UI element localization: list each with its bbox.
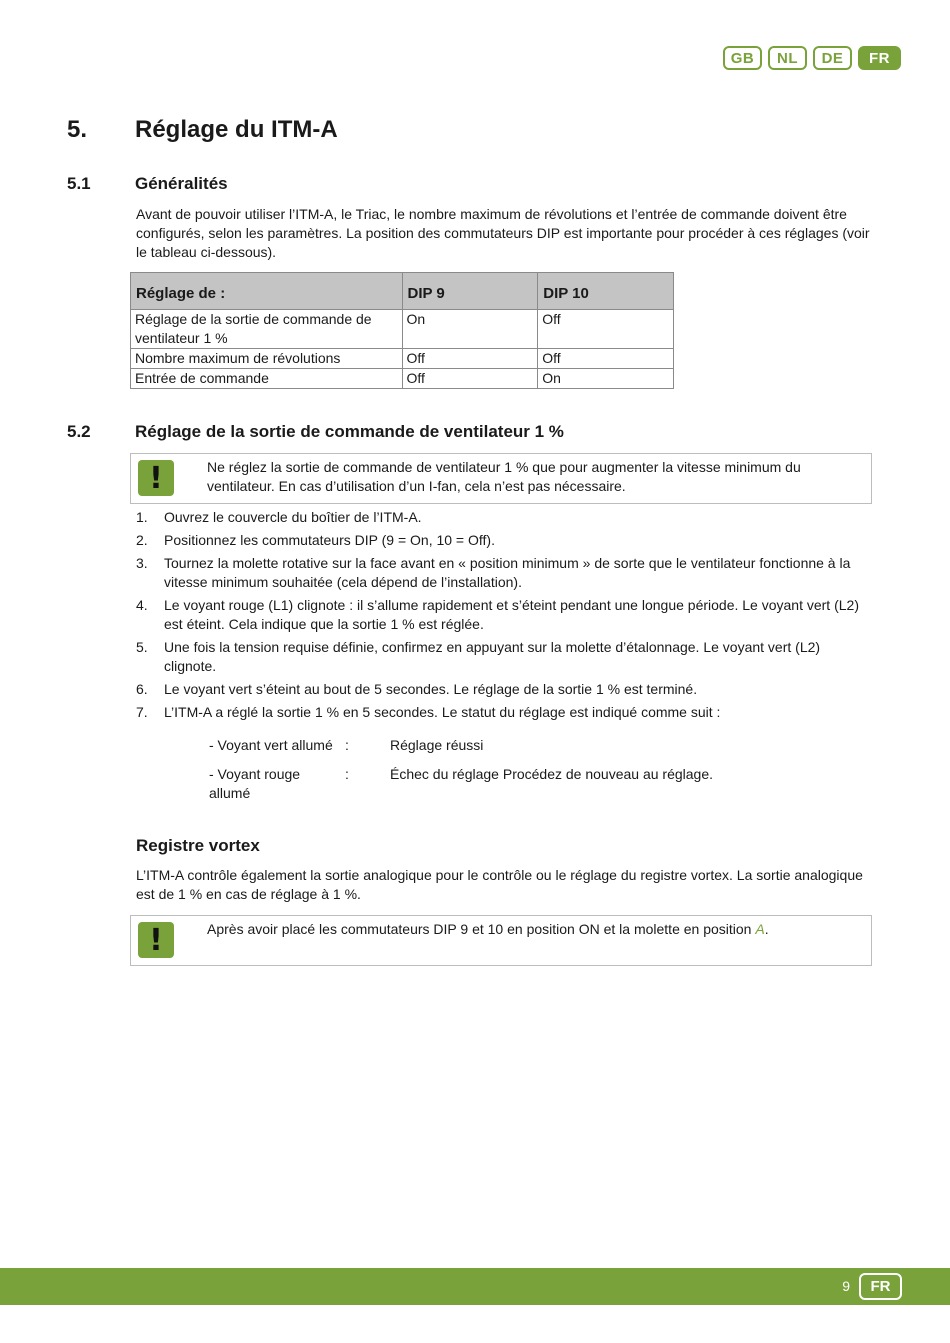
section-title: Réglage du ITM-A [135,116,338,143]
table-cell: Entrée de commande [131,369,403,389]
warning-note [130,453,872,504]
vortex-note-text [207,920,857,939]
list-item [136,703,876,722]
section-number: 5. [67,116,88,143]
table-row [131,310,674,349]
status-separator: : [345,766,349,782]
footer-lang-badge: FR [859,1273,902,1300]
subsection-number: 5.2 [67,422,91,441]
table-cell: On [402,310,538,349]
table-header-cell: Réglage de : [131,273,403,310]
subsection-title: Généralités [135,174,228,193]
exclamation-icon: ! [138,460,174,496]
table-header-cell: DIP 9 [402,273,538,310]
language-tabs [723,46,901,70]
note-prefix: Après avoir placé les commutateurs DIP 9 et 10 en position ON et la molette en position [207,921,756,937]
subsection-heading-fan-output [67,422,564,442]
list-item [136,680,876,699]
list-item [136,596,876,634]
note-suffix: . [764,921,769,937]
status-state: - Voyant rouge allumé [209,766,301,801]
footer-bar [0,1268,950,1305]
subsection-number: 5.1 [67,174,91,193]
table-header-cell: DIP 10 [538,273,674,310]
status-result: Réglage réussi [390,737,484,753]
table-cell: Off [402,369,538,389]
status-result: Échec du réglage Procédez de nouveau au réglage. [390,766,714,782]
step-text: L’ITM-A a réglé la sortie 1 % en 5 secondes. Le statut du réglage est indiqué comme suit : [164,704,721,720]
warning-text: Ne réglez la sortie de commande de ventilateur 1 % que pour augmenter la vitesse minimum du ventilateur. En cas d’utilisation d’un I-fan, cela n’est pas nécessaire. [207,459,801,494]
section-heading [67,116,338,144]
steps-list [136,508,876,726]
lang-tab-fr[interactable]: FR [858,46,901,70]
table-row [131,349,674,369]
intro-paragraph: Avant de pouvoir utiliser l’ITM-A, le Triac, le nombre maximum de révolutions et l’entrée de commande doivent être configurés, selon les paramètres. La position des commutateurs DIP est importante pour procéder à ces réglages (voir le tableau ci-dessous). [136,206,870,260]
subsection-title: Réglage de la sortie de commande de ventilateur 1 % [135,422,564,441]
step-number: 1. [136,509,148,525]
step-number: 3. [136,555,148,571]
step-number: 5. [136,639,148,655]
list-item [136,508,876,527]
table-cell: Off [538,349,674,369]
vortex-heading: Registre vortex [136,836,260,855]
lang-tab-gb[interactable]: GB [723,46,762,70]
table-cell: Off [538,310,674,349]
exclamation-icon: ! [138,922,174,958]
list-item [136,531,876,550]
status-separator: : [345,737,349,753]
status-state: - Voyant vert allumé [209,737,333,753]
table-row [131,369,674,389]
step-number: 7. [136,704,148,720]
step-number: 6. [136,681,148,697]
page-number: 9 [842,1278,850,1294]
step-number: 4. [136,597,148,613]
step-text: Positionnez les commutateurs DIP (9 = On, 10 = Off). [164,532,495,548]
list-item [136,638,876,676]
subsection-heading-generalites [67,174,228,194]
vortex-paragraph: L’ITM-A contrôle également la sortie analogique pour le contrôle ou le réglage du registre vortex. La sortie analogique est de 1 % en cas de réglage à 1 %. [136,867,863,902]
vortex-note [130,915,872,966]
lang-tab-nl[interactable]: NL [768,46,807,70]
table-cell: On [538,369,674,389]
step-text: Une fois la tension requise définie, confirmez en appuyant sur la molette d’étalonnage. Le voyant vert (L2) clignote. [164,639,821,674]
note-accent: A [755,921,765,937]
list-item [136,554,876,592]
table-cell: Réglage de la sortie de commande de ventilateur 1 % [131,310,403,349]
step-number: 2. [136,532,148,548]
table-cell: Nombre maximum de révolutions [131,349,403,369]
lang-tab-de[interactable]: DE [813,46,852,70]
dip-settings-table [130,272,674,389]
step-text: Le voyant rouge (L1) clignote : il s’allume rapidement et s’éteint pendant une longue période. Le voyant vert (L2) est éteint. Cela indique que la sortie 1 % est réglée. [164,597,859,632]
step-text: Ouvrez le couvercle du boîtier de l’ITM-A. [164,509,422,525]
step-text: Tournez la molette rotative sur la face avant en « position minimum » de sorte que le ventilateur fonctionne à la vitesse minimum souhaitée (cela dépend de l’installation). [164,555,851,590]
table-cell: Off [402,349,538,369]
table-header-row [131,273,674,310]
step-text: Le voyant vert s’éteint au bout de 5 secondes. Le réglage de la sortie 1 % est terminé. [164,681,698,697]
